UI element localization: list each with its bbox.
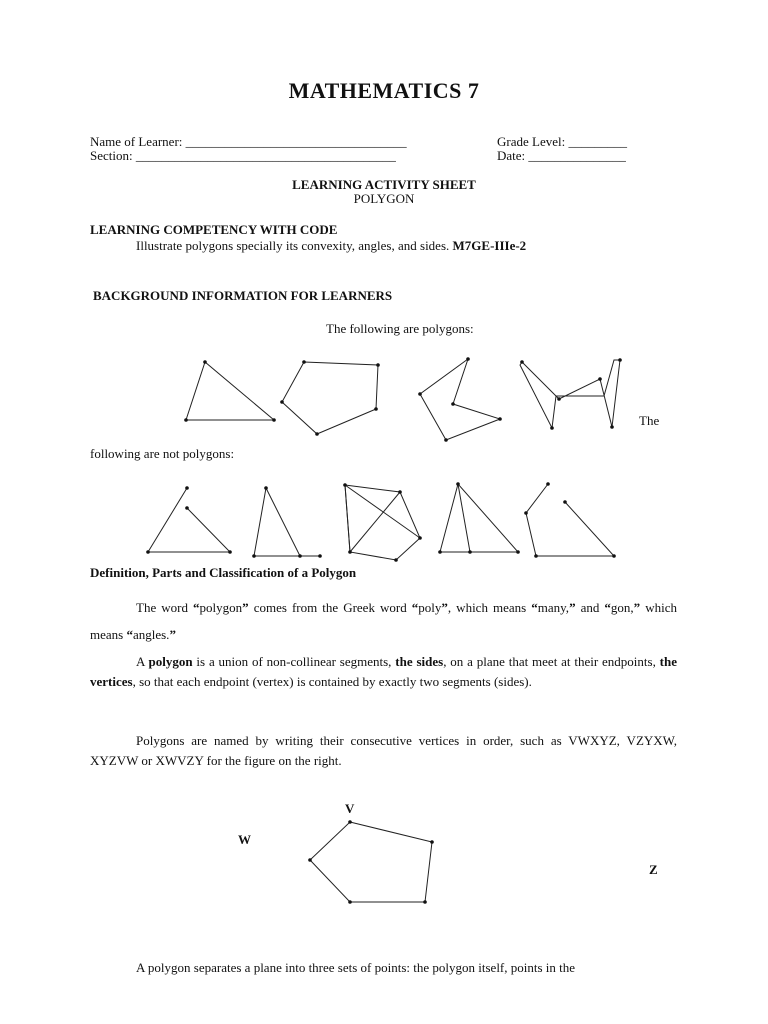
polygon-concave-zigzag <box>520 360 620 428</box>
p1-run: “ <box>531 600 538 615</box>
page-title: MATHEMATICS 7 <box>288 78 480 103</box>
grade-level-field: Grade Level: _________ <box>497 134 627 149</box>
non-polygon-open-triangle <box>148 508 230 552</box>
definition-paragraph-2 <box>90 652 677 692</box>
p1-run: gon, <box>610 600 634 615</box>
polygon-examples <box>186 359 620 440</box>
definition-heading: Definition, Parts and Classification of a Polygon <box>90 565 357 580</box>
p2-run: , so that each endpoint (vertex) is contained by exactly two segments (sides). <box>132 674 532 689</box>
competency-heading: LEARNING COMPETENCY WITH CODE <box>90 222 338 237</box>
section-field: Section: ________________________________________ <box>90 148 396 163</box>
definition-paragraph-1 <box>90 594 677 648</box>
p2-run: A <box>136 654 149 669</box>
polygon-pentagon <box>282 362 378 434</box>
p1-run: polygon <box>199 600 243 615</box>
vertex-label-z: Z <box>649 862 658 877</box>
polygons-caption: The following are polygons: <box>326 321 474 336</box>
p1-run: ” <box>242 600 249 615</box>
competency-description: Illustrate polygons specially its convexity, angles, and sides. <box>136 238 453 253</box>
p1-run: angles. <box>132 627 170 642</box>
p2-run: the vertices <box>90 654 678 689</box>
sheet-topic: POLYGON <box>353 191 415 206</box>
background-heading: BACKGROUND INFORMATION FOR LEARNERS <box>93 288 393 303</box>
competency-text <box>136 238 526 254</box>
learner-name-field: Name of Learner: __________________________________ <box>90 134 407 149</box>
p1-run: “ <box>411 600 419 615</box>
p1-run: ” <box>569 600 576 615</box>
p1-run: ” <box>633 600 641 615</box>
p1-run: comes from the Greek word <box>248 600 412 615</box>
definition-paragraph-4: A polygon separates a plane into three sets of points: the polygon itself, points in the <box>136 960 576 975</box>
polygon-triangle <box>186 362 274 420</box>
p1-run: ” <box>441 600 448 615</box>
p1-run: ” <box>169 627 176 642</box>
not-polygons-caption-end: following are not polygons: <box>90 446 235 461</box>
p2-run: the sides <box>395 654 444 669</box>
p1-run: which means <box>90 600 677 642</box>
non-polygon-crossed <box>345 485 420 560</box>
date-field: Date: _______________ <box>497 148 626 163</box>
vertex-label-w: W <box>238 832 251 847</box>
pentagon-vwxyz <box>308 820 434 904</box>
p2-run: polygon <box>148 654 193 669</box>
polygon-example-vertices <box>184 357 622 442</box>
not-polygons-caption-start: The <box>639 413 660 428</box>
non-polygon-extended-triangle <box>254 488 320 556</box>
competency-code: M7GE-IIIe-2 <box>452 238 527 253</box>
definition-paragraph-3: Polygons are named by writing their consecutive vertices in order, such as VWXYZ, VZYXW, XYZVW or XWVZY for the figure on the right. <box>90 733 677 768</box>
non-polygon-examples <box>148 484 614 560</box>
p1-run: , which means <box>447 600 532 615</box>
p1-run: “ <box>193 600 200 615</box>
p1-run: poly <box>418 600 442 615</box>
p2-run: , on a plane that meet at their endpoints, <box>443 654 660 669</box>
polygon-concave-arrow <box>420 359 500 440</box>
vertex-label-v: V <box>345 801 355 816</box>
p1-run: and <box>575 600 605 615</box>
non-polygon-split-triangle <box>440 484 518 552</box>
p1-run: “ <box>126 627 133 642</box>
p1-run: “ <box>604 600 611 615</box>
non-polygon-vertices <box>146 482 616 562</box>
p1-run: many, <box>537 600 570 615</box>
p2-run: is a union of non-collinear segments, <box>192 654 396 669</box>
non-polygon-open-pentagon <box>526 484 614 556</box>
sheet-heading: LEARNING ACTIVITY SHEET <box>292 177 476 192</box>
p1-run: The word <box>136 600 194 615</box>
